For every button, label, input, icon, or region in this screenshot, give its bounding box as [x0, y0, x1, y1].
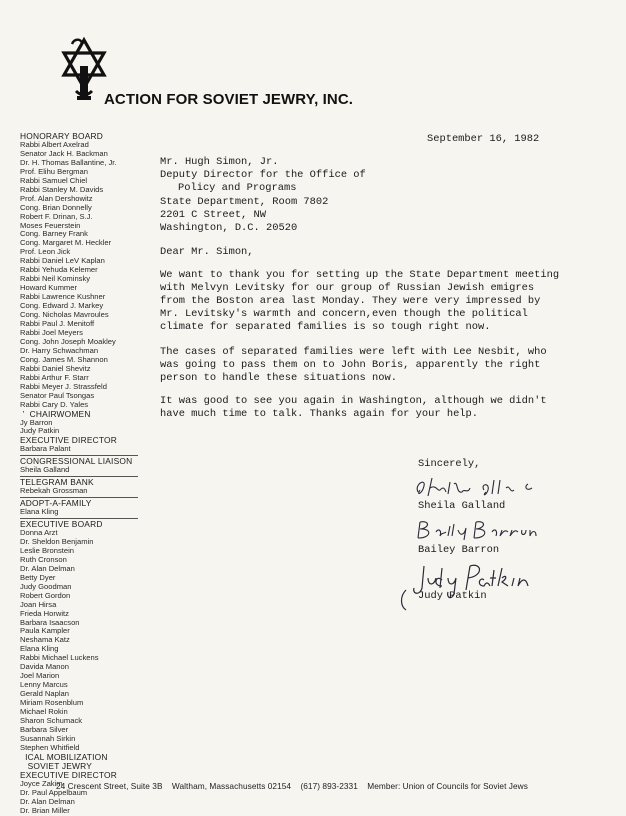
- handwritten-signature-sheila-galland: [410, 474, 550, 500]
- executive-director-title: EXECUTIVE DIRECTOR: [20, 435, 117, 446]
- board-member-name: Cong. Barney Frank: [20, 229, 88, 239]
- board-member-name: Barbara Palant: [20, 444, 71, 454]
- board-member-name: Senator Jack H. Backman: [20, 148, 108, 158]
- paragraph-line: Mr. Levitsky's warmth and concern,even though the political: [160, 308, 528, 321]
- footer-membership: Member: Union of Councils for Soviet Jews: [367, 781, 528, 791]
- board-member-name: Dr. H. Thomas Ballantine, Jr.: [20, 157, 117, 167]
- address-line: Policy and Programs: [178, 182, 297, 195]
- board-member-name: Robert F. Drinan, S.J.: [20, 211, 93, 221]
- telegram-bank-list: [20, 487, 145, 496]
- paragraph-line: have much time to talk. Thanks again for your help.: [160, 408, 479, 421]
- board-member-name: Prof. Elihu Bergman: [20, 166, 88, 176]
- board-member-name: Frieda Horwitz: [20, 608, 69, 618]
- board-member-name: Sheila Galland: [20, 465, 70, 475]
- board-member-name: Dr. Sheldon Benjamin: [20, 536, 94, 546]
- board-member-name: Davida Manon: [20, 662, 69, 672]
- board-member-name: Moses Feuerstein: [20, 220, 81, 230]
- board-member-name: Elana Kling: [20, 507, 59, 517]
- board-member-name: Betty Dyer: [20, 572, 56, 582]
- board-member-name: Dr. Alan Delman: [20, 563, 75, 573]
- footer-city: Waltham, Massachusetts 02154: [171, 781, 292, 791]
- board-member-name: Sharon Schumack: [20, 716, 83, 725]
- board-member-name: Rabbi Michael Luckens: [20, 653, 99, 663]
- chairwomen-list: [20, 419, 145, 437]
- board-member-name: Barbara Silver: [20, 724, 69, 734]
- board-member-name: Senator Paul Tsongas: [20, 390, 95, 400]
- board-member-name: Judy Goodman: [20, 581, 72, 591]
- board-member-name: Rabbi Neil Kominsky: [20, 274, 91, 284]
- board-member-name: Howard Kummer: [20, 283, 77, 293]
- board-member-name: Joel Marion: [20, 671, 60, 681]
- address-line: State Department, Room 7802: [160, 195, 329, 208]
- letterhead-footer: [56, 781, 616, 791]
- board-member-name: Robert Gordon: [20, 590, 71, 600]
- signer-name: Judy Patkin: [418, 590, 487, 602]
- organization-name: ACTION FOR SOVIET JEWRY, INC.: [104, 91, 354, 108]
- board-member-name: Cong. John Joseph Moakley: [20, 336, 116, 346]
- adopt-a-family-list: [20, 508, 145, 517]
- board-member-name: Neshama Katz: [20, 635, 70, 645]
- board-member-name: Dr. Paul Appelbaum: [20, 787, 88, 797]
- board-member-name: Michael Rokin: [20, 707, 68, 717]
- honorary-board-title: HONORARY BOARD: [20, 131, 103, 141]
- paragraph-line: We want to thank you for setting up the State Department meeting: [160, 269, 560, 281]
- star-of-david-logo-icon: [58, 36, 110, 102]
- political-mobilization-title: ICAL MOBILIZATION: [25, 751, 108, 762]
- board-member-name: Rabbi Albert Axelrad: [20, 139, 89, 149]
- board-member-name: Stephen Whitfield: [20, 742, 80, 752]
- adopt-a-family-title: ADOPT-A-FAMILY: [20, 498, 92, 509]
- board-member-name: Gerald Naplan: [20, 689, 69, 699]
- paragraph-line: with Melvyn Levitsky for our group of Russian Jewish emigres: [160, 282, 535, 295]
- board-member-name: Rabbi Paul J. Menitoff: [20, 319, 95, 329]
- board-member-name: Cong. Brian Donnelly: [20, 202, 92, 212]
- board-member-name: Ruth Cronson: [20, 554, 67, 564]
- address-line: Mr. Hugh Simon, Jr.: [160, 156, 279, 168]
- board-member-name: Rebekah Grossman: [20, 486, 88, 496]
- board-member-name: Rabbi Yehuda Kelemer: [20, 265, 98, 275]
- paragraph-line: from the Boston area last Monday. They were very impressed by: [160, 295, 541, 308]
- board-member-name: Prof. Alan Dershowitz: [20, 193, 93, 203]
- board-member-name: Rabbi Samuel Chiel: [20, 175, 88, 185]
- chairwomen-title: ’ CHAIRWOMEN: [20, 408, 91, 419]
- board-member-name: Joyce Zakim: [20, 778, 63, 788]
- board-member-name: Rabbi Lawrence Kushner: [20, 292, 106, 302]
- board-member-name: Prof. Leon Jick: [20, 247, 71, 257]
- paragraph-line: was going to pass them on to John Boris, apparently the right: [160, 359, 541, 372]
- paragraph-1: [160, 269, 620, 334]
- board-member-name: Rabbi Joel Meyers: [20, 327, 83, 337]
- board-member-name: Barbara Isaacson: [20, 617, 80, 627]
- board-member-name: Dr. Alan Delman: [20, 796, 75, 806]
- recipient-address: [160, 156, 366, 235]
- address-line: 2201 C Street, NW: [160, 208, 267, 221]
- address-line: Washington, D.C. 20520: [160, 222, 298, 235]
- board-member-name: Cong. Edward J. Markey: [20, 301, 104, 311]
- board-member-name: Dr. Brian Miller: [20, 805, 70, 815]
- handwritten-signature-judy-patkin: [398, 560, 548, 612]
- salutation: Dear Mr. Simon,: [160, 246, 254, 258]
- board-member-name: Rabbi Meyer J. Strassfeld: [20, 381, 107, 391]
- board-member-name: Joan Hirsa: [20, 599, 57, 609]
- paragraph-2: [160, 346, 620, 385]
- board-member-name: Elana Kling: [20, 644, 59, 654]
- board-member-name: Rabbi Daniel LeV Kaplan: [20, 256, 105, 266]
- board-member-name: Cong. Nicholas Mavroules: [20, 310, 109, 320]
- executive-director-list: [20, 445, 145, 454]
- executive-director-2-title: EXECUTIVE DIRECTOR: [20, 769, 117, 780]
- paragraph-line: The cases of separated families were left with Lee Nesbit, who: [160, 346, 547, 358]
- executive-board-list: [20, 529, 145, 753]
- letterhead-sidebar: [20, 132, 145, 815]
- footer-phone: (617) 893-2331: [300, 781, 358, 791]
- signer-name: Bailey Barron: [418, 544, 500, 556]
- board-member-name: Rabbi Arthur F. Starr: [20, 372, 89, 382]
- footer-street: 24 Crescent Street, Suite 3B: [56, 781, 163, 791]
- handwritten-signature-bailey-barron: [414, 518, 544, 542]
- signer-name: Sheila Galland: [418, 500, 506, 512]
- political-mobilization-subtitle: SOVIET JEWRY: [27, 760, 93, 771]
- honorary-board-list: [20, 141, 145, 410]
- board-member-name: Cong. James M. Shannon: [20, 354, 108, 364]
- board-member-name: Jy Barron: [20, 417, 53, 427]
- board-member-name: Leslie Bronstein: [20, 545, 75, 555]
- letter-date: September 16, 1982: [427, 133, 540, 145]
- congressional-liaison-list: [20, 466, 145, 475]
- board-member-name: Judy Patkin: [20, 426, 60, 436]
- paragraph-line: It was good to see you again in Washington, although we didn't: [160, 395, 547, 407]
- board-member-name: Dr. Harry Schwachman: [20, 345, 99, 355]
- board-member-name: Lenny Marcus: [20, 680, 68, 690]
- congressional-liaison-title: CONGRESSIONAL LIAISON: [20, 456, 133, 467]
- board-member-name: Miriam Rosenblum: [20, 698, 84, 708]
- board-member-name: Rabbi Stanley M. Davids: [20, 184, 104, 194]
- board-member-name: Rabbi Cary D. Yales: [20, 399, 89, 409]
- paragraph-line: person to handle these situations now.: [160, 372, 397, 385]
- board-member-name: Cong. Margaret M. Heckler: [20, 238, 112, 248]
- executive-board-title: EXECUTIVE BOARD: [20, 519, 103, 530]
- board-member-name: Donna Arzt: [20, 527, 58, 537]
- closing: Sincerely,: [418, 458, 481, 470]
- board-member-name: Susannah Sirkin: [20, 733, 76, 743]
- board-member-name: Paula Kampler: [20, 626, 70, 636]
- board-member-name: Rabbi Daniel Shevitz: [20, 363, 91, 373]
- paragraph-line: climate for separated families is so tough right now.: [160, 321, 491, 334]
- address-line: Deputy Director for the Office of: [160, 169, 366, 182]
- paragraph-3: [160, 395, 620, 421]
- telegram-bank-title: TELEGRAM BANK: [20, 477, 94, 488]
